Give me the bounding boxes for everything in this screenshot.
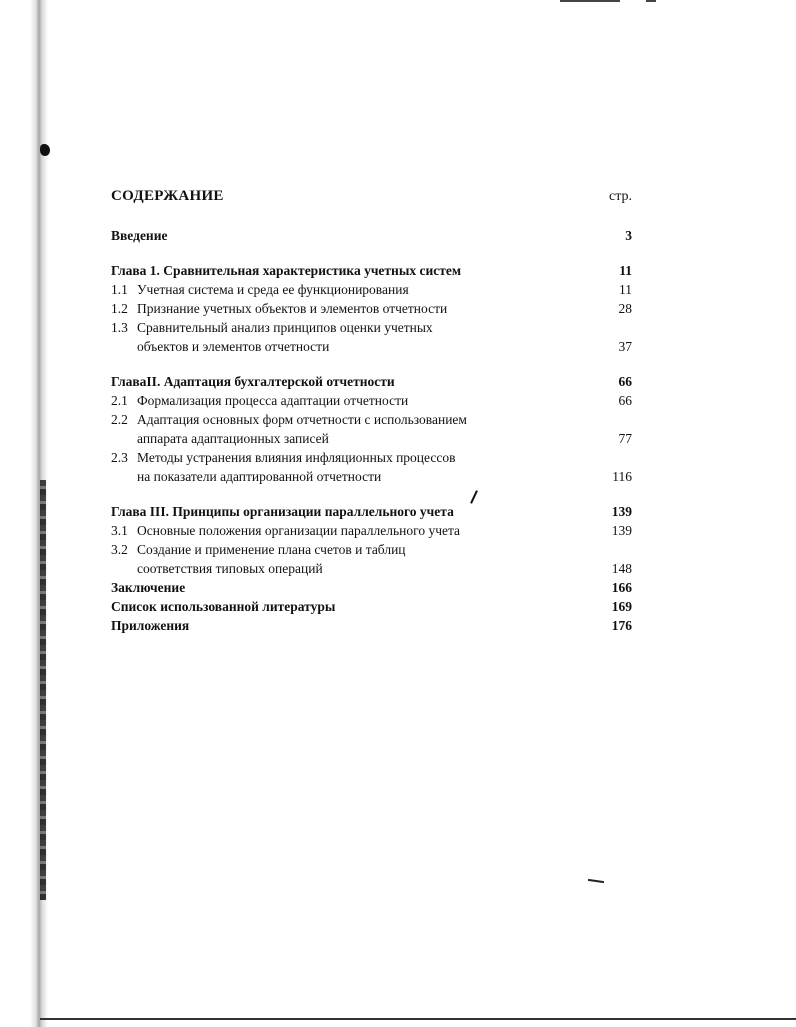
toc-section-number: 3.1 bbox=[111, 523, 128, 538]
toc-chapter-title: ГлаваII. Адаптация бухгалтерской отчетности bbox=[111, 374, 395, 389]
toc-section-3-2 bbox=[111, 540, 632, 559]
toc-section-2-2-cont bbox=[111, 429, 632, 448]
toc-entry-intro bbox=[111, 226, 632, 245]
toc-section-2-3-cont bbox=[111, 467, 632, 486]
toc-section-number: 1.3 bbox=[111, 320, 128, 335]
toc-section-page: 139 bbox=[611, 523, 632, 538]
toc-entry-appendices bbox=[111, 616, 632, 635]
toc-entry-text: Заключение bbox=[111, 580, 186, 595]
toc-section-text: Методы устранения влияния инфляционных процессов bbox=[137, 450, 456, 465]
toc-section-page: 77 bbox=[618, 431, 632, 446]
scan-top-mark-small bbox=[646, 0, 656, 2]
toc-entry-page: 166 bbox=[611, 580, 632, 595]
toc-page-label: стр. bbox=[608, 189, 632, 204]
toc-section-3-1 bbox=[111, 521, 632, 540]
toc-section-number: 3.2 bbox=[111, 542, 128, 557]
scan-dash-mark bbox=[588, 879, 604, 883]
toc-section-page: 116 bbox=[612, 469, 632, 484]
toc-chapter-title: Глава 1. Сравнительная характеристика учетных систем bbox=[111, 263, 462, 278]
toc-section-text: Адаптация основных форм отчетности с использованием bbox=[137, 412, 467, 427]
toc-chapter-2 bbox=[111, 372, 632, 391]
toc-chapter-page: 11 bbox=[619, 263, 632, 278]
toc-section-page: 148 bbox=[611, 561, 632, 576]
toc-section-text: Сравнительный анализ принципов оценки учетных bbox=[137, 320, 433, 335]
toc-entry-text: Введение bbox=[111, 228, 168, 243]
toc-section-text: Признание учетных объектов и элементов отчетности bbox=[137, 301, 448, 316]
toc-chapter-3 bbox=[111, 502, 632, 521]
table-of-contents bbox=[111, 188, 632, 635]
toc-section-text: Основные положения организации параллельного учета bbox=[137, 523, 461, 538]
toc-entry-references bbox=[111, 597, 632, 616]
toc-entry-text: Приложения bbox=[111, 618, 190, 633]
toc-section-2-2 bbox=[111, 410, 632, 429]
toc-section-1-3-cont bbox=[111, 337, 632, 356]
toc-section-text-cont: объектов и элементов отчетности bbox=[137, 339, 330, 354]
toc-chapter-page: 139 bbox=[611, 504, 632, 519]
toc-section-1-3 bbox=[111, 318, 632, 337]
toc-section-text-cont: на показатели адаптированной отчетности bbox=[137, 469, 382, 484]
toc-section-number: 2.3 bbox=[111, 450, 128, 465]
toc-entry-page: 3 bbox=[625, 228, 632, 243]
scan-binding-mark bbox=[40, 480, 46, 900]
toc-section-3-2-cont bbox=[111, 559, 632, 578]
toc-section-text-cont: аппарата адаптационных записей bbox=[137, 431, 329, 446]
toc-entry-text: Список использованной литературы bbox=[111, 599, 336, 614]
toc-section-number: 2.1 bbox=[111, 393, 128, 408]
toc-section-number: 1.2 bbox=[111, 301, 128, 316]
toc-section-page: 66 bbox=[618, 393, 632, 408]
toc-section-2-1 bbox=[111, 391, 632, 410]
toc-chapter-page: 66 bbox=[618, 374, 632, 389]
scan-ink-blot bbox=[40, 144, 50, 156]
toc-section-page: 37 bbox=[618, 339, 632, 354]
toc-section-text: Учетная система и среда ее функционирования bbox=[137, 282, 409, 297]
toc-section-number: 1.1 bbox=[111, 282, 128, 297]
toc-section-text-cont: соответствия типовых операций bbox=[137, 561, 323, 576]
toc-header bbox=[111, 188, 632, 214]
toc-entry-page: 176 bbox=[611, 618, 632, 633]
toc-section-2-3 bbox=[111, 448, 632, 467]
toc-chapter-1 bbox=[111, 261, 632, 280]
toc-section-number: 2.2 bbox=[111, 412, 128, 427]
toc-section-1-1 bbox=[111, 280, 632, 299]
toc-section-1-2 bbox=[111, 299, 632, 318]
scan-top-mark bbox=[560, 0, 620, 2]
toc-entry-conclusion bbox=[111, 578, 632, 597]
toc-section-page: 11 bbox=[619, 282, 632, 297]
toc-section-text: Создание и применение плана счетов и таблиц bbox=[137, 542, 406, 557]
toc-section-text: Формализация процесса адаптации отчетности bbox=[137, 393, 409, 408]
toc-section-page: 28 bbox=[618, 301, 632, 316]
toc-entry-page: 169 bbox=[611, 599, 632, 614]
scan-bottom-line bbox=[40, 1018, 796, 1020]
toc-title: СОДЕРЖАНИЕ bbox=[111, 188, 224, 204]
toc-chapter-title: Глава III. Принципы организации параллельного учета bbox=[111, 504, 454, 519]
